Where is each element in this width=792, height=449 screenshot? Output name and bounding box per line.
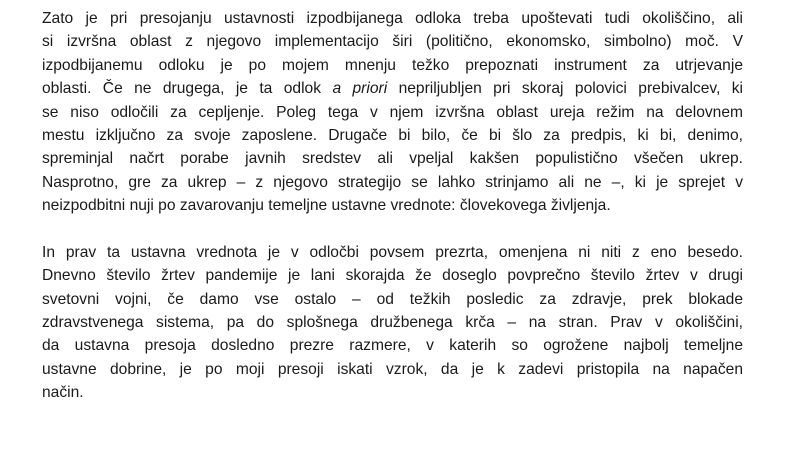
text-line [42,77,743,100]
text-line: izpodbijanemu odloku je po mojem mnenju težko prepoznati instrument za utrjevanje [42,56,743,74]
text-line: svetovni vojni, če damo vse ostalo – od težkih posledic za zdravje, prek blokade [42,290,743,308]
text-line: način. [42,384,84,402]
text-run: oblasti. Če ne drugega, je ta odlok [42,80,333,98]
text-line: Dnevno število žrtev pandemije je lani skorajda že doseglo povprečno število žrtev v drugi [42,267,743,285]
italic-term: a priori [332,80,388,98]
text-line: Nasprotno, gre za ukrep – z njegovo strategijo se lahko strinjamo ali ne –, ki je sprejet v [42,173,743,191]
text-line: se niso odločili za cepljenje. Poleg tega v njem izvršna oblast ureja režim na delovnem [42,103,743,121]
text-line: spreminjal načrt porabe javnih sredstev ali vpeljal kakšen populistično všečen ukrep. [42,150,743,168]
text-line: si izvršna oblast z njegovo implementacijo širi (politično, ekonomsko, simbolno) moč. V [42,33,743,51]
text-line: mestu izključno za svoje zaposlene. Drugače bi bilo, če bi šlo za predpis, ki bi, denimo, [42,126,743,144]
text-line: In prav ta ustavna vrednota je v odločbi povsem prezrta, omenjena ni niti z eno besedo. [42,243,743,261]
text-line: Zato je pri presojanju ustavnosti izpodbijanega odloka treba upoštevati tudi okoliščino, ali [42,10,743,27]
paragraph-gap [42,218,743,241]
document-body [42,7,743,405]
text-line: neizpodbitni nuji po zavarovanju temeljne ustavne vrednote: človekovega življenja. [42,197,611,215]
text-line: da ustavna presoja dosledno prezre razmere, v katerih so ogrožene najbolj temeljne [42,337,743,355]
paragraph-2 [42,241,743,405]
text-run: nepriljubljen pri skoraj polovici prebivalcev, ki [387,80,743,98]
paragraph-1 [42,7,743,218]
text-line: ustavne dobrine, je po moji presoji iskati vzrok, da je k zadevi pristopila na napačen [42,360,743,378]
text-line: zdravstvenega sistema, pa do splošnega družbenega krča – na stran. Prav v okoliščini, [42,314,743,332]
